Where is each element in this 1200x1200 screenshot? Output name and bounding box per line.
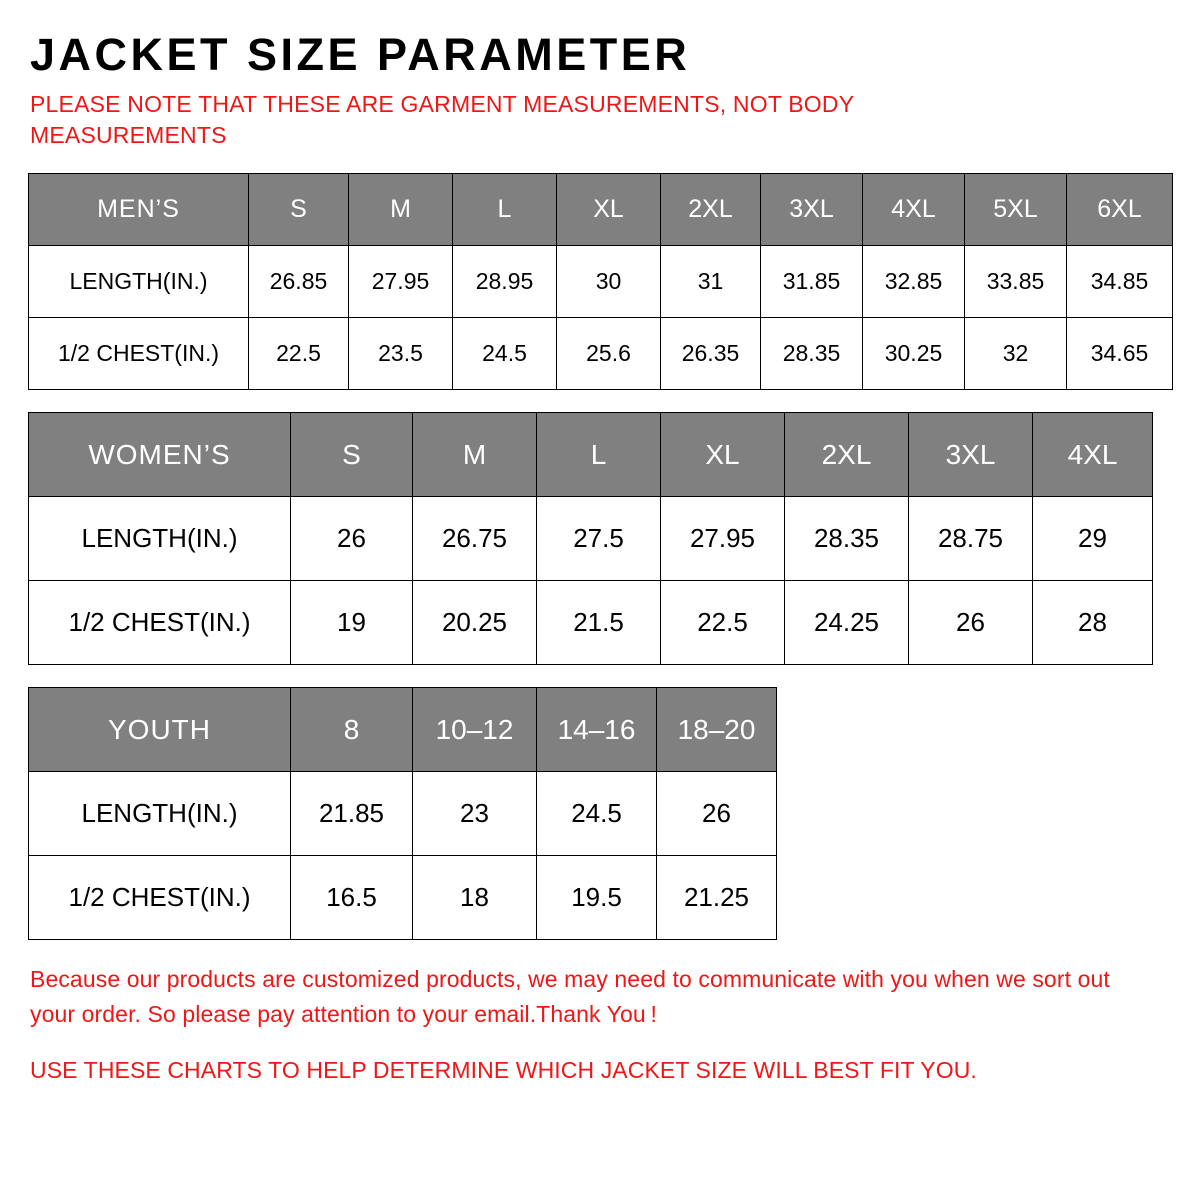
table-cell: 27.95 [349, 246, 453, 318]
table-header-cell: XL [661, 413, 785, 497]
table-header-row [29, 688, 777, 772]
mens-size-table [28, 173, 1173, 390]
table-cell: 16.5 [291, 856, 413, 940]
table-cell: 27.5 [537, 497, 661, 581]
table-cell: 19 [291, 581, 413, 665]
chart-usage-note: USE THESE CHARTS TO HELP DETERMINE WHICH JACKET SIZE WILL BEST FIT YOU. [30, 1057, 977, 1084]
table-cell: 32 [965, 318, 1067, 390]
table-header-cell: 3XL [761, 174, 863, 246]
table-cell: 24.5 [453, 318, 557, 390]
table-header-cell: L [537, 413, 661, 497]
table-header-cell: 2XL [661, 174, 761, 246]
table-cell: 34.85 [1067, 246, 1173, 318]
table-header-cell: XL [557, 174, 661, 246]
table-cell: 24.5 [537, 772, 657, 856]
table-cell: 21.85 [291, 772, 413, 856]
womens-size-table [28, 412, 1153, 665]
table-header-cell: L [453, 174, 557, 246]
table-cell: 28.35 [761, 318, 863, 390]
table-cell: 34.65 [1067, 318, 1173, 390]
table-cell: 22.5 [249, 318, 349, 390]
table-cell: 20.25 [413, 581, 537, 665]
table-cell: 22.5 [661, 581, 785, 665]
table-cell: 24.25 [785, 581, 909, 665]
table-cell: 33.85 [965, 246, 1067, 318]
table-cell: 18 [413, 856, 537, 940]
table-cell: 25.6 [557, 318, 661, 390]
table-header-row [29, 413, 1153, 497]
table-cell: 23 [413, 772, 537, 856]
row-label: 1/2 CHEST(IN.) [29, 856, 291, 940]
table-header-row [29, 174, 1173, 246]
table-cell: 26.85 [249, 246, 349, 318]
table-header-cell: 5XL [965, 174, 1067, 246]
table-cell: 27.95 [661, 497, 785, 581]
row-label: LENGTH(IN.) [29, 246, 249, 318]
table-cell: 26 [657, 772, 777, 856]
table-row [29, 772, 777, 856]
table-header-cell: 4XL [1033, 413, 1153, 497]
table-row [29, 318, 1173, 390]
table-header-cell: M [349, 174, 453, 246]
row-label: 1/2 CHEST(IN.) [29, 318, 249, 390]
table-cell: 30 [557, 246, 661, 318]
table-row [29, 856, 777, 940]
youth-size-table [28, 687, 777, 940]
table-cell: 30.25 [863, 318, 965, 390]
table-cell: 31.85 [761, 246, 863, 318]
table-row [29, 581, 1153, 665]
table-cell: 29 [1033, 497, 1153, 581]
table-cell: 26 [909, 581, 1033, 665]
table-header-cell: 10–12 [413, 688, 537, 772]
row-label: 1/2 CHEST(IN.) [29, 581, 291, 665]
table-cell: 28.75 [909, 497, 1033, 581]
table-cell: 28.35 [785, 497, 909, 581]
table-header-cell: S [249, 174, 349, 246]
table-cell: 19.5 [537, 856, 657, 940]
customization-note: Because our products are customized products, we may need to communicate with you when we sort out your order. So please pay attention to your email.Thank You ! [30, 966, 1110, 1027]
table-header-cell: 18–20 [657, 688, 777, 772]
table-header-cell: 3XL [909, 413, 1033, 497]
table-row [29, 497, 1153, 581]
table-header-cell: 6XL [1067, 174, 1173, 246]
table-cell: 32.85 [863, 246, 965, 318]
table-header-cell: 2XL [785, 413, 909, 497]
table-header-cell: WOMEN’S [29, 413, 291, 497]
table-header-cell: 14–16 [537, 688, 657, 772]
row-label: LENGTH(IN.) [29, 772, 291, 856]
garment-measurement-note: PLEASE NOTE THAT THESE ARE GARMENT MEASUREMENTS, NOT BODY MEASUREMENTS [30, 91, 854, 149]
table-cell: 26 [291, 497, 413, 581]
table-header-cell: 8 [291, 688, 413, 772]
row-label: LENGTH(IN.) [29, 497, 291, 581]
table-header-cell: MEN’S [29, 174, 249, 246]
page-title: JACKET SIZE PARAMETER [30, 29, 691, 80]
table-cell: 26.75 [413, 497, 537, 581]
table-cell: 31 [661, 246, 761, 318]
table-cell: 26.35 [661, 318, 761, 390]
table-cell: 21.5 [537, 581, 661, 665]
table-cell: 28.95 [453, 246, 557, 318]
table-cell: 28 [1033, 581, 1153, 665]
table-cell: 23.5 [349, 318, 453, 390]
table-header-cell: YOUTH [29, 688, 291, 772]
table-cell: 21.25 [657, 856, 777, 940]
table-row [29, 246, 1173, 318]
table-header-cell: 4XL [863, 174, 965, 246]
table-header-cell: S [291, 413, 413, 497]
table-header-cell: M [413, 413, 537, 497]
